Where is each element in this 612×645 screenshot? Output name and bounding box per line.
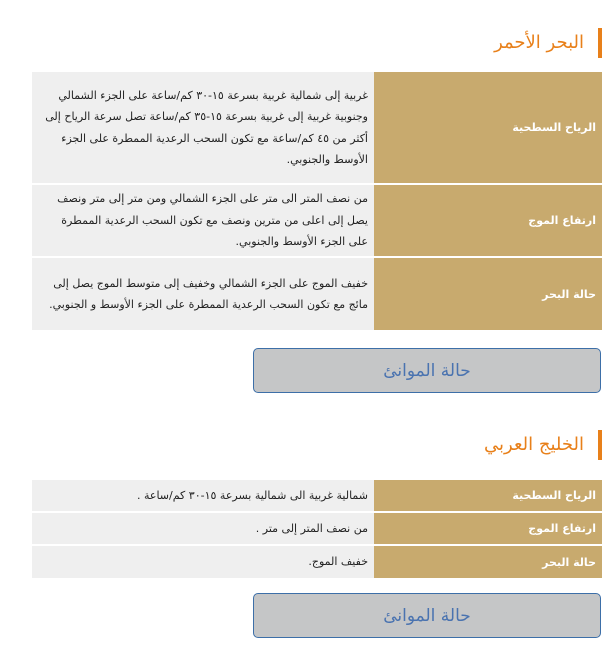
wave-height-value: من نصف المتر إلى متر .	[32, 512, 374, 545]
table-row	[32, 72, 602, 184]
sea-state-value: خفيف الموج.	[32, 545, 374, 578]
table-row	[32, 257, 602, 330]
wave-height-label: ارتفاع الموج	[374, 512, 602, 545]
surface-wind-label: الرياح السطحية	[374, 480, 602, 512]
arabian-gulf-ports-status-button[interactable]: حالة الموانئ	[253, 593, 601, 638]
red-sea-table	[32, 72, 602, 330]
table-row	[32, 545, 602, 578]
table-row	[32, 480, 602, 512]
surface-wind-value: غربية إلى شمالية غربية بسرعة ١٥-٣٠ كم/ساعة على الجزء الشمالي وجنوبية غربية إلى غربية بسرعة ١٥-٣٥ كم/ساعة تصل سرعة الرياح إلى أكثر من ٤٥ كم/ساعة مع تكون السحب الرعدية الممطرة على الجزء الأوسط والجنوبي.	[32, 72, 374, 184]
table-row	[32, 184, 602, 257]
red-sea-ports-status-button[interactable]: حالة الموانئ	[253, 348, 601, 393]
arabian-gulf-title: الخليج العربي	[484, 430, 602, 460]
table-row	[32, 512, 602, 545]
arabian-gulf-table	[32, 480, 602, 578]
wave-height-value: من نصف المتر الى متر على الجزء الشمالي ومن متر إلى متر ونصف يصل إلى اعلى من مترين ونصف مع تكون السحب الرعدية الممطرة على الجزء الأوسط والجنوبي.	[32, 184, 374, 257]
wave-height-label: ارتفاع الموج	[374, 184, 602, 257]
sea-state-label: حالة البحر	[374, 257, 602, 330]
surface-wind-label: الرياح السطحية	[374, 72, 602, 184]
sea-state-value: خفيف الموج على الجزء الشمالي وخفيف إلى متوسط الموج يصل إلى مائج مع تكون السحب الرعدية الممطرة على الجزء الأوسط و الجنوبي.	[32, 257, 374, 330]
red-sea-title: البحر الأحمر	[494, 28, 602, 58]
surface-wind-value: شمالية غربية الى شمالية بسرعة ١٥-٣٠ كم/ساعة .	[32, 480, 374, 512]
sea-state-label: حالة البحر	[374, 545, 602, 578]
